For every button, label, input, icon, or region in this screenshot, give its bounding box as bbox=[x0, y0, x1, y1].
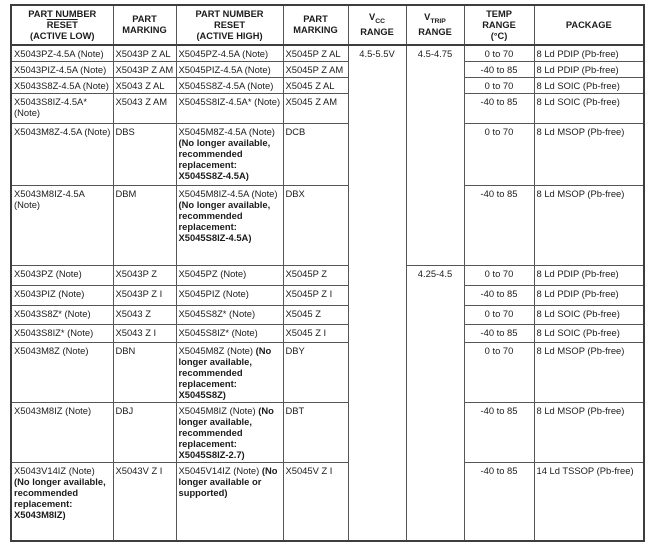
part-number-text: X5045V14IZ (Note) bbox=[178, 465, 262, 476]
part-marking-low-cell: X5043 Z AM bbox=[113, 94, 176, 124]
package-cell: 8 Ld PDIP (Pb-free) bbox=[534, 62, 644, 78]
part-marking-high-cell: DCB bbox=[283, 124, 348, 186]
part-number-text: X5045PZ (Note) bbox=[178, 268, 247, 279]
table-header bbox=[11, 5, 644, 45]
header-vtrip-range bbox=[406, 5, 464, 45]
header-part-marking-low bbox=[113, 5, 176, 45]
header-line: (°C) bbox=[490, 30, 508, 41]
part-number-text: X5045PIZ-4.5A (Note) bbox=[178, 64, 271, 75]
part-number-reset-high-cell bbox=[176, 94, 283, 124]
part-number-text: X5045M8IZ (Note) bbox=[178, 405, 259, 416]
part-marking-high-cell: DBY bbox=[283, 343, 348, 403]
header-line: PART bbox=[132, 14, 157, 24]
header-temp-range bbox=[464, 5, 534, 45]
part-number-reset-high-cell bbox=[176, 186, 283, 266]
part-number-text: X5043PIZ-4.5A (Note) bbox=[14, 64, 107, 75]
part-number-text: X5045S8Z-4.5A (Note) bbox=[178, 80, 274, 91]
part-number-reset-high-cell bbox=[176, 286, 283, 306]
header-line: MARKING bbox=[122, 25, 167, 35]
part-marking-low-cell: DBS bbox=[113, 124, 176, 186]
table-row bbox=[11, 325, 644, 343]
part-number-reset-low-cell bbox=[11, 94, 113, 124]
availability-note-bold: (No longer available or supported) bbox=[178, 465, 278, 498]
part-number-reset-low-cell bbox=[11, 62, 113, 78]
table-row bbox=[11, 94, 644, 124]
part-number-text: X5043S8IZ-4.5A* (Note) bbox=[14, 96, 87, 118]
part-number-reset-high-cell bbox=[176, 403, 283, 463]
part-number-text: X5045S8IZ-4.5A* (Note) bbox=[178, 96, 281, 107]
part-number-text: X5043PZ (Note) bbox=[14, 268, 82, 279]
part-marking-low-cell: X5043 Z I bbox=[113, 325, 176, 343]
part-number-text: X5045M8IZ-4.5A (Note) bbox=[178, 188, 278, 199]
package-cell: 8 Ld PDIP (Pb-free) bbox=[534, 45, 644, 62]
package-cell: 8 Ld MSOP (Pb-free) bbox=[534, 403, 644, 463]
table-row bbox=[11, 306, 644, 325]
package-cell: 14 Ld TSSOP (Pb-free) bbox=[534, 463, 644, 541]
part-marking-high-cell: X5045 Z bbox=[283, 306, 348, 325]
part-number-text: X5045PZ-4.5A (Note) bbox=[178, 48, 269, 59]
temp-range-cell: -40 to 85 bbox=[464, 62, 534, 78]
part-number-reset-low-cell bbox=[11, 343, 113, 403]
table-row bbox=[11, 78, 644, 94]
package-cell: 8 Ld SOIC (Pb-free) bbox=[534, 306, 644, 325]
vcc-subscript: CC bbox=[375, 17, 386, 25]
header-line: PACKAGE bbox=[565, 19, 612, 30]
header-line: (ACTIVE HIGH) bbox=[196, 30, 263, 41]
part-number-reset-high-cell bbox=[176, 306, 283, 325]
part-number-text: X5045M8Z-4.5A (Note) bbox=[178, 126, 275, 137]
temp-range-cell: 0 to 70 bbox=[464, 78, 534, 94]
vtrip-symbol: $V_{TRIP}$ bbox=[424, 12, 446, 25]
header-line: (ACTIVE LOW) bbox=[29, 30, 95, 41]
header-line: RANGE bbox=[482, 19, 516, 30]
part-number-text: X5043M8IZ-4.5A (Note) bbox=[14, 188, 85, 210]
part-number-text: X5043S8Z-4.5A (Note) bbox=[14, 80, 109, 91]
header-part-number-active-low bbox=[11, 5, 113, 45]
part-number-reset-high-cell bbox=[176, 124, 283, 186]
header-line: PART NUMBER bbox=[28, 8, 97, 19]
temp-range-cell: -40 to 85 bbox=[464, 94, 534, 124]
part-marking-high-cell: X5045 Z I bbox=[283, 325, 348, 343]
package-cell: 8 Ld SOIC (Pb-free) bbox=[534, 94, 644, 124]
part-marking-high-cell: X5045P Z bbox=[283, 266, 348, 286]
availability-note-bold: (No longer available, recommended replacement: X5045S8IZ-4.5A) bbox=[178, 199, 271, 243]
part-number-reset-low-cell bbox=[11, 78, 113, 94]
temp-range-cell: 0 to 70 bbox=[464, 45, 534, 62]
vcc-symbol: $V_{CC}$ bbox=[368, 12, 386, 25]
table-row bbox=[11, 286, 644, 306]
part-number-reset-low-cell bbox=[11, 266, 113, 286]
part-number-text: X5043M8Z-4.5A (Note) bbox=[14, 126, 111, 137]
table-row bbox=[11, 343, 644, 403]
part-marking-low-cell: DBN bbox=[113, 343, 176, 403]
vcc-range-cell: 4.5-5.5V bbox=[348, 45, 406, 541]
part-number-reset-low-cell bbox=[11, 325, 113, 343]
part-number-text: X5043PZ-4.5A (Note) bbox=[14, 48, 104, 59]
ordering-information-table bbox=[10, 4, 645, 542]
header-line: PART NUMBER bbox=[195, 8, 264, 19]
part-marking-low-cell: X5043 Z AL bbox=[113, 78, 176, 94]
temp-range-cell: -40 to 85 bbox=[464, 286, 534, 306]
temp-range-cell: 0 to 70 bbox=[464, 266, 534, 286]
header-row bbox=[11, 5, 644, 45]
table-row bbox=[11, 124, 644, 186]
part-number-reset-low-cell bbox=[11, 186, 113, 266]
header-part-marking-high bbox=[283, 5, 348, 45]
temp-range-cell: -40 to 85 bbox=[464, 463, 534, 541]
part-number-text: X5045M8Z (Note) bbox=[178, 345, 256, 356]
package-cell: 8 Ld PDIP (Pb-free) bbox=[534, 266, 644, 286]
availability-note-bold: (No longer available, recommended replacement: X5045S8Z) bbox=[178, 345, 272, 400]
part-marking-low-cell: DBM bbox=[113, 186, 176, 266]
part-number-reset-high-cell bbox=[176, 343, 283, 403]
header-package bbox=[534, 5, 644, 45]
table-row bbox=[11, 403, 644, 463]
part-number-text: X5043M8Z (Note) bbox=[14, 345, 89, 356]
part-number-text: X5045PIZ (Note) bbox=[178, 288, 249, 299]
part-marking-high-cell: DBT bbox=[283, 403, 348, 463]
header-line: RESET bbox=[214, 19, 245, 30]
part-number-reset-high-cell bbox=[176, 266, 283, 286]
part-number-reset-low-cell bbox=[11, 306, 113, 325]
part-number-reset-low-cell bbox=[11, 124, 113, 186]
part-marking-high-cell: X5045P Z AL bbox=[283, 45, 348, 62]
part-marking-low-cell: X5043 Z bbox=[113, 306, 176, 325]
part-number-reset-low-cell bbox=[11, 286, 113, 306]
header-part-number-active-high bbox=[176, 5, 283, 45]
header-line: TEMP bbox=[486, 8, 512, 19]
table-row bbox=[11, 62, 644, 78]
part-marking-low-cell: X5043P Z AM bbox=[113, 62, 176, 78]
part-number-text: X5043PIZ (Note) bbox=[14, 288, 85, 299]
part-marking-high-cell: X5045P Z AM bbox=[283, 62, 348, 78]
part-marking-high-cell: X5045 Z AM bbox=[283, 94, 348, 124]
temp-range-cell: -40 to 85 bbox=[464, 403, 534, 463]
part-number-reset-high-cell bbox=[176, 325, 283, 343]
package-cell: 8 Ld MSOP (Pb-free) bbox=[534, 343, 644, 403]
part-number-text: X5043S8Z* (Note) bbox=[14, 308, 91, 319]
part-number-reset-high-cell bbox=[176, 463, 283, 541]
part-marking-low-cell: DBJ bbox=[113, 403, 176, 463]
table-row bbox=[11, 266, 644, 286]
package-cell: 8 Ld MSOP (Pb-free) bbox=[534, 186, 644, 266]
header-vcc-range bbox=[348, 5, 406, 45]
reset-overline-label: RESET bbox=[46, 19, 78, 30]
availability-note-bold: (No longer available, recommended replacement: X5043M8IZ) bbox=[14, 476, 106, 520]
part-number-text: X5043S8IZ* (Note) bbox=[14, 327, 94, 338]
part-marking-high-cell: X5045V Z I bbox=[283, 463, 348, 541]
part-number-text: X5045S8Z* (Note) bbox=[178, 308, 256, 319]
package-cell: 8 Ld PDIP (Pb-free) bbox=[534, 286, 644, 306]
header-line: PART bbox=[303, 14, 328, 24]
part-marking-high-cell: X5045 Z AL bbox=[283, 78, 348, 94]
part-marking-high-cell: DBX bbox=[283, 186, 348, 266]
package-cell: 8 Ld SOIC (Pb-free) bbox=[534, 325, 644, 343]
table-row bbox=[11, 45, 644, 62]
temp-range-cell: 0 to 70 bbox=[464, 306, 534, 325]
part-marking-low-cell: X5043P Z I bbox=[113, 286, 176, 306]
part-marking-low-cell: X5043P Z bbox=[113, 266, 176, 286]
temp-range-cell: 0 to 70 bbox=[464, 124, 534, 186]
part-number-reset-high-cell bbox=[176, 45, 283, 62]
availability-note-bold: (No longer available, recommended replacement: X5045S8IZ-2.7) bbox=[178, 405, 274, 460]
part-number-reset-high-cell bbox=[176, 62, 283, 78]
part-number-text: X5045S8IZ* (Note) bbox=[178, 327, 258, 338]
header-line: MARKING bbox=[293, 25, 338, 35]
vtrip-range-cell: 4.5-4.75 bbox=[406, 45, 464, 266]
table-body bbox=[11, 45, 644, 541]
package-cell: 8 Ld SOIC (Pb-free) bbox=[534, 78, 644, 94]
table-row bbox=[11, 186, 644, 266]
package-cell: 8 Ld MSOP (Pb-free) bbox=[534, 124, 644, 186]
header-line: RANGE bbox=[360, 26, 394, 37]
part-number-reset-low-cell bbox=[11, 45, 113, 62]
vtrip-subscript: TRIP bbox=[430, 17, 446, 25]
header-line: RANGE bbox=[418, 26, 452, 37]
part-number-reset-low-cell bbox=[11, 403, 113, 463]
temp-range-cell: 0 to 70 bbox=[464, 343, 534, 403]
part-number-text: X5043M8IZ (Note) bbox=[14, 405, 92, 416]
temp-range-cell: -40 to 85 bbox=[464, 325, 534, 343]
temp-range-cell: -40 to 85 bbox=[464, 186, 534, 266]
part-marking-low-cell: X5043V Z I bbox=[113, 463, 176, 541]
part-marking-low-cell: X5043P Z AL bbox=[113, 45, 176, 62]
table-row bbox=[11, 463, 644, 541]
part-number-text: X5043V14IZ (Note) bbox=[14, 465, 95, 476]
part-number-reset-high-cell bbox=[176, 78, 283, 94]
part-marking-high-cell: X5045P Z I bbox=[283, 286, 348, 306]
part-number-reset-low-cell bbox=[11, 463, 113, 541]
vtrip-range-cell: 4.25-4.5 bbox=[406, 266, 464, 541]
availability-note-bold: (No longer available, recommended replacement: X5045S8Z-4.5A) bbox=[178, 137, 271, 181]
